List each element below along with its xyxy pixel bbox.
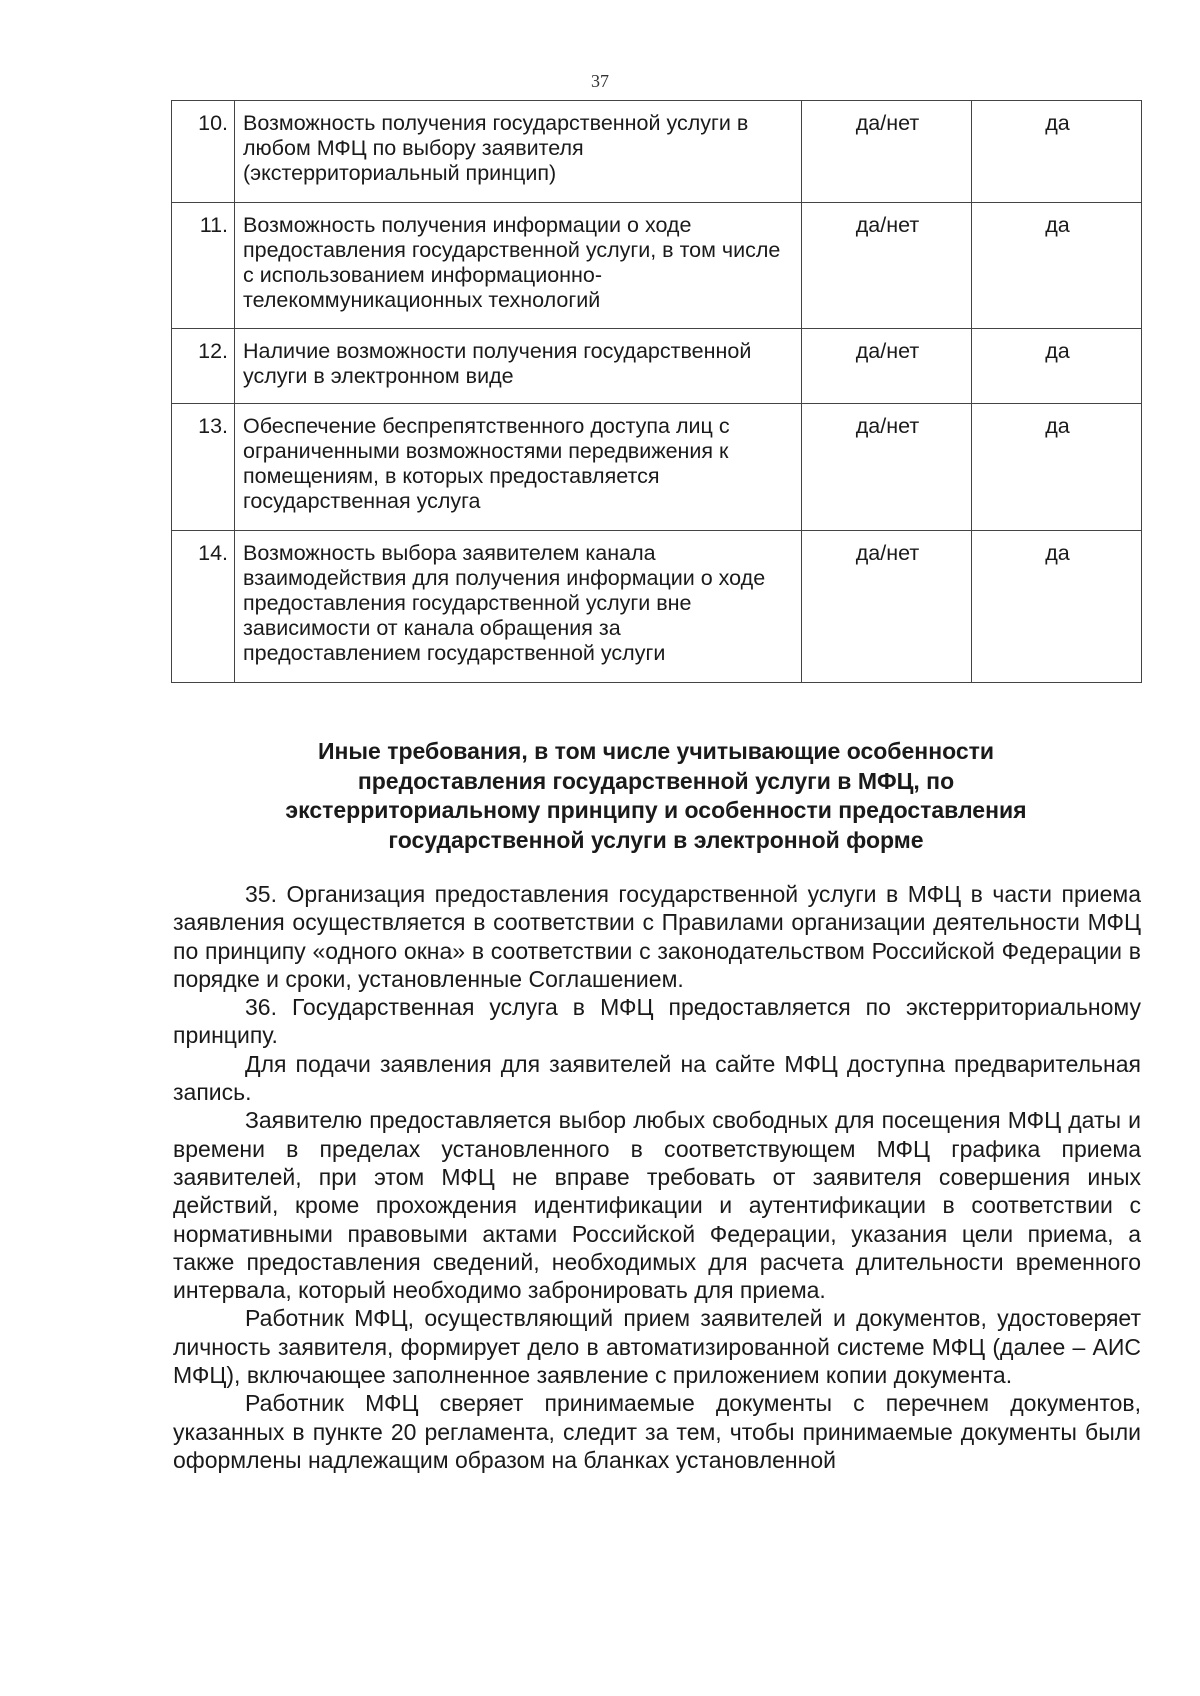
heading-line: Иные требования, в том числе учитывающие особенности (317, 738, 995, 764)
row-unit: да/нет (802, 404, 972, 531)
row-number: 11. (172, 203, 235, 329)
table-row (172, 101, 1142, 203)
row-value: да (972, 203, 1142, 329)
row-value: да (972, 531, 1142, 683)
body-text (173, 880, 1141, 1474)
page-number: 37 (591, 71, 609, 91)
indicators-table (171, 100, 1142, 683)
row-number: 12. (172, 329, 235, 404)
row-text: Возможность выбора заявителем канала взаимодействия для получения информации о ходе предоставления государственной услуги вне зависимости от канала обращения за предоставлением государственной услуги (235, 531, 802, 683)
row-number: 13. (172, 404, 235, 531)
row-value: да (972, 329, 1142, 404)
row-text: Возможность получения государственной услуги в любом МФЦ по выбору заявителя (экстерриториальный принцип) (235, 101, 802, 203)
paragraph: Для подачи заявления для заявителей на сайте МФЦ доступна предварительная запись. (173, 1050, 1141, 1106)
row-unit: да/нет (802, 203, 972, 329)
paragraph: Работник МФЦ сверяет принимаемые документы с перечнем документов, указанных в пункте 20 регламента, следит за тем, чтобы принимаемые документы были оформлены надлежащим образом на бланках установленной (173, 1390, 1141, 1473)
section-heading (171, 737, 1141, 855)
row-number: 14. (172, 531, 235, 683)
row-number: 10. (172, 101, 235, 203)
row-text: Возможность получения информации о ходе предоставления государственной услуги, в том числе с использованием информационно-телекоммуникационных технологий (235, 203, 802, 329)
paragraph-35: 35. Организация предоставления государственной услуги в МФЦ в части приема заявления осуществляется в соответствии с Правилами организации деятельности МФЦ по принципу «одного окна» в соответствии с законодательством Российской Федерации в порядке и сроки, установленные Соглашением. (173, 881, 1141, 992)
paragraph-36: 36. Государственная услуга в МФЦ предоставляется по экстерриториальному принципу. (173, 994, 1141, 1049)
table-row (172, 404, 1142, 531)
row-value: да (972, 101, 1142, 203)
row-unit: да/нет (802, 101, 972, 203)
row-unit: да/нет (802, 531, 972, 683)
paragraph: Заявителю предоставляется выбор любых свободных для посещения МФЦ даты и времени в пределах установленного в соответствующем МФЦ графика приема заявителей, при этом МФЦ не вправе требовать от заявителя совершения иных действий, кроме прохождения идентификации и аутентификации в соответствии с нормативными правовыми актами Российской Федерации, указания цели приема, а также предоставления сведений, необходимых для расчета длительности временного интервала, который необходимо забронировать для приема. (173, 1107, 1141, 1304)
heading-line: государственной услуги в электронной форме (388, 826, 924, 853)
row-unit: да/нет (802, 329, 972, 404)
heading-line: экстерриториальному принципу и особенности предоставления (285, 797, 1027, 823)
paragraph: Работник МФЦ, осуществляющий прием заявителей и документов, удостоверяет личность заявителя, формирует дело в автоматизированной системе МФЦ (далее – АИС МФЦ), включающее заполненное заявление с приложением копии документа. (173, 1305, 1141, 1389)
row-value: да (972, 404, 1142, 531)
table-row (172, 329, 1142, 404)
table-row (172, 531, 1142, 683)
row-text: Обеспечение беспрепятственного доступа лиц с ограниченными возможностями передвижения к помещениям, в которых предоставляется государственная услуга (235, 404, 802, 531)
table-row (172, 203, 1142, 329)
heading-line: предоставления государственной услуги в МФЦ, по (357, 767, 955, 794)
row-text: Наличие возможности получения государственной услуги в электронном виде (235, 329, 802, 404)
